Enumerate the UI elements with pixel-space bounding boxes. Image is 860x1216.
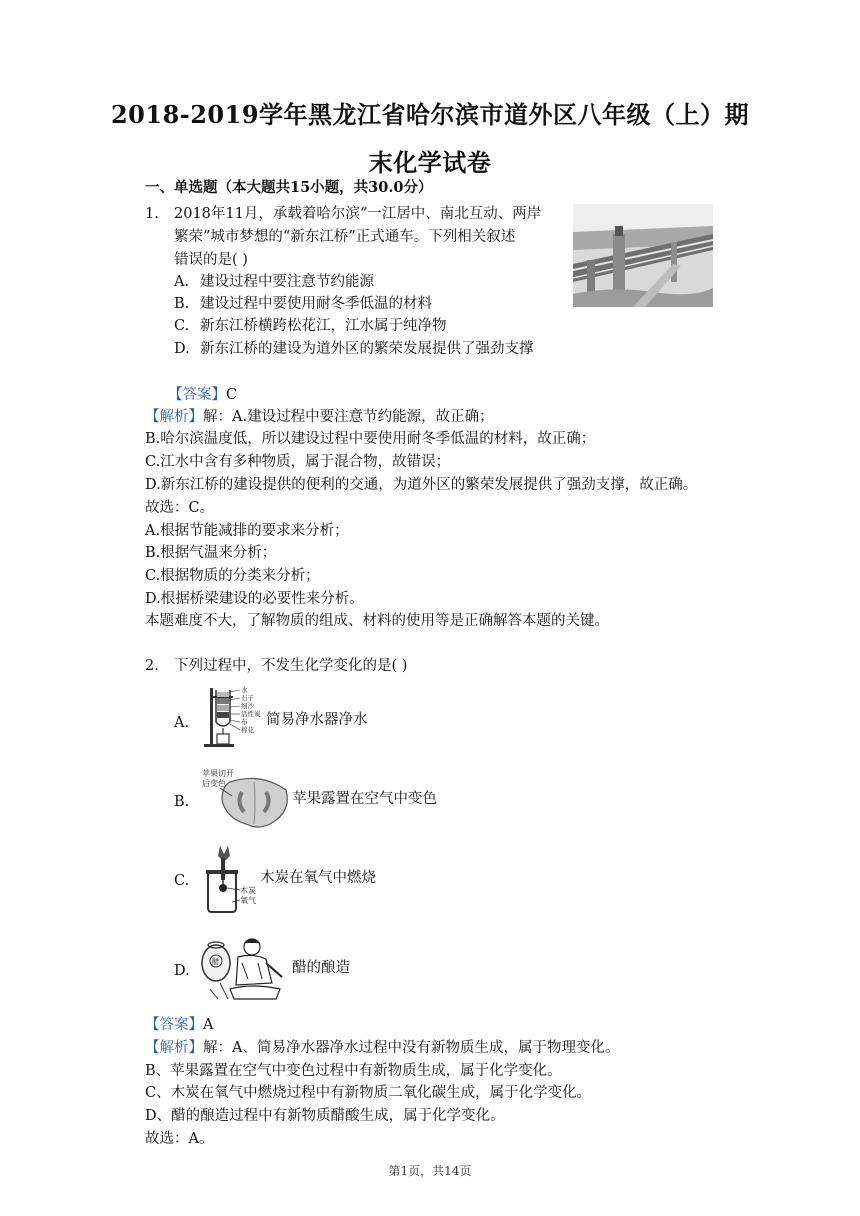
q1-option-d	[174, 338, 534, 360]
filter-label-stone: 石子	[241, 694, 254, 702]
q1-analysis-line1	[145, 406, 494, 428]
q1-analysis-line5: 故选：C。	[145, 500, 215, 516]
filter-label-carbon: 活性炭	[241, 710, 261, 718]
q1-stem-line1: 2018年11月，承载着哈尔滨“一江居中、南北互动、两岸	[174, 206, 542, 222]
section-header: 一、单选题（本大题共15小题，共30.0分）	[145, 179, 433, 196]
q2-option-d-letter: D.	[174, 963, 190, 979]
q1-option-a-letter: A.	[174, 274, 190, 290]
q1-analysis-line7: B.根据气温来分析；	[145, 545, 277, 561]
q2-option-c-text: 木炭在氧气中燃烧	[260, 870, 376, 886]
q2-option-c-letter: C.	[174, 873, 190, 889]
q1-analysis-line4: D.新东江桥的建设提供的便利的交通，为道外区的繁荣发展提供了强劲支撑，故正确。	[145, 477, 698, 493]
q2-option-a-text: 简易净水器净水	[266, 712, 368, 728]
q1-stem-line3: 错误的是( )	[174, 252, 248, 268]
q2-answer	[145, 1014, 213, 1036]
q2-option-a-letter: A.	[174, 715, 190, 731]
q2-option-d-text: 醋的酿造	[292, 960, 350, 976]
q1-option-d-text: 新东江桥的建设为道外区的繁荣发展提供了强劲支撑	[200, 341, 534, 357]
filter-label-water: 水	[241, 686, 248, 694]
document-title-line2: 末化学试卷	[368, 148, 492, 177]
q1-answer-tag: 【答案】	[168, 387, 226, 403]
q1-option-c-text: 新东江桥横跨松花江，江水属于纯净物	[200, 318, 447, 334]
vinegar-jar-label: 醋	[212, 958, 219, 966]
q1-analysis-line10: 本题难度不大，了解物质的组成、材料的使用等是正确解答本题的关键。	[145, 613, 609, 629]
q1-analysis-line8: C.根据物质的分类来分析；	[145, 568, 320, 584]
page-footer: 第1页，共14页	[388, 1164, 472, 1178]
q1-analysis-line3: C.江水中含有多种物质，属于混合物，故错误；	[145, 454, 451, 470]
oxygen-label: 氧气	[240, 896, 256, 905]
q1-option-c-letter: C.	[174, 318, 190, 334]
bridge-photo	[573, 204, 713, 307]
q1-option-b-letter: B.	[174, 296, 190, 312]
charcoal-label: 木炭	[240, 886, 256, 895]
q1-number: 1.	[145, 206, 159, 222]
filter-label-cotton: 棉花	[241, 726, 254, 734]
q2-option-b-text: 苹果露置在空气中变色	[292, 791, 437, 807]
q1-option-a-text: 建设过程中要注意节约能源	[200, 274, 374, 290]
q1-analysis-text-1: 解：A.建设过程中要注意节约能源，故正确；	[203, 409, 494, 425]
apple-label-line1: 苹果切开	[202, 769, 234, 778]
q1-answer	[168, 384, 237, 406]
q2-stem: 下列过程中，不发生化学变化的是( )	[174, 658, 408, 674]
q2-analysis-line1	[145, 1037, 619, 1059]
filter-label-sand: 细沙	[241, 702, 254, 710]
q1-answer-value: C	[226, 387, 238, 403]
vinegar-brewing-illustration	[200, 933, 292, 1003]
q2-number: 2.	[145, 658, 159, 674]
q1-analysis-line6: A.根据节能减排的要求来分析；	[145, 523, 349, 539]
apple-image	[200, 768, 292, 830]
q2-analysis-line2: B、苹果露置在空气中变色过程中有新物质生成，属于化学变化。	[145, 1063, 562, 1079]
q1-option-c	[174, 315, 447, 337]
q1-stem-line2: 繁荣”城市梦想的“新东江桥”正式通车。下列相关叙述	[174, 229, 516, 245]
q2-analysis-tag: 【解析】	[145, 1040, 203, 1056]
charcoal-combustion-diagram	[202, 844, 266, 914]
apple-label-line2: 后变色	[202, 779, 226, 788]
q1-option-b	[174, 293, 432, 315]
q1-option-d-letter: D.	[174, 341, 190, 357]
q2-analysis-line4: D、醋的酿造过程中有新物质醋酸生成，属于化学变化。	[145, 1108, 505, 1124]
q1-option-a	[174, 271, 374, 293]
q2-analysis-text-1: 解：A、简易净水器净水过程中没有新物质生成，属于物理变化。	[203, 1040, 620, 1056]
q2-answer-value: A	[203, 1017, 214, 1033]
q1-analysis-line9: D.根据桥梁建设的必要性来分析。	[145, 591, 364, 607]
q2-option-b-letter: B.	[174, 794, 190, 810]
filter-label-cloth: 布	[241, 718, 248, 726]
q1-analysis-tag: 【解析】	[145, 409, 203, 425]
document-title-line1: 2018-2019学年黑龙江省哈尔滨市道外区八年级（上）期	[110, 100, 750, 129]
q2-analysis-line3: C、木炭在氧气中燃烧过程中有新物质二氧化碳生成，属于化学变化。	[145, 1085, 592, 1101]
water-filter-diagram	[202, 684, 266, 750]
q2-answer-tag: 【答案】	[145, 1017, 203, 1033]
q1-option-b-text: 建设过程中要使用耐冬季低温的材料	[200, 296, 432, 312]
q1-analysis-line2: B.哈尔滨温度低，所以建设过程中要使用耐冬季低温的材料，故正确；	[145, 431, 596, 447]
q2-analysis-line5: 故选：A。	[145, 1131, 214, 1147]
